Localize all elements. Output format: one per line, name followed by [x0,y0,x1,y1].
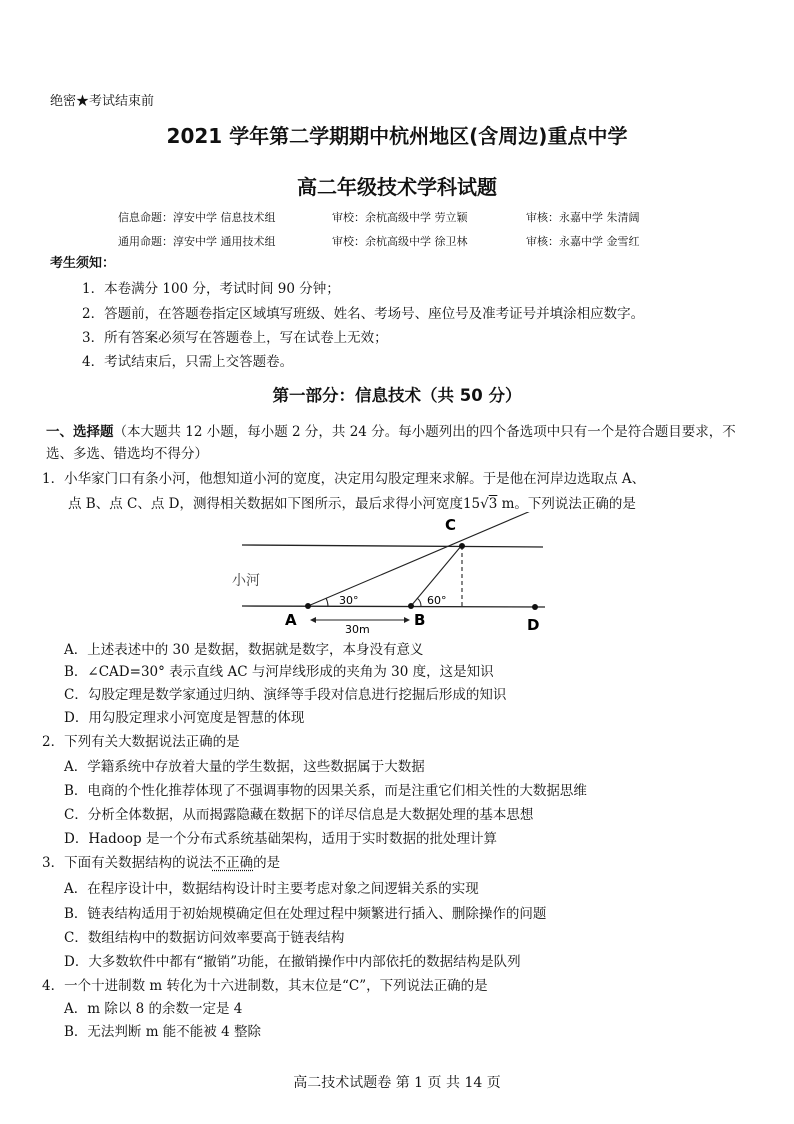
river-width-radicand: 3 [488,496,498,512]
question-3-option-a[interactable]: A．在程序设计中，数据结构设计时主要考虑对象之间逻辑关系的实现 [64,881,479,897]
question-1-stem-line1: 1．小华家门口有条小河，他想知道小河的宽度，决定用勾股定理来求解。于是他在河岸边选取点 A、 [42,471,646,487]
arrowhead-right [404,617,410,623]
angle-a-arc [326,598,328,606]
section-instructions [46,421,752,465]
label-d: D [527,616,540,634]
river-diagram [215,512,565,637]
question-4-option-b[interactable]: B．无法判断 m 能不能被 4 整除 [64,1024,261,1040]
part-one-title: 第一部分：信息技术（共 50 分） [272,386,522,405]
distance-label: 30m [345,623,370,636]
point-a [305,603,311,609]
credit-general-approver: 审核：永嘉中学 金雪红 [526,235,640,248]
question-1-stem-text: 点 B、点 C、点 D，测得相关数据如下图所示，最后求得小河宽度 [68,496,463,512]
question-3-stem [42,851,280,871]
point-c [459,543,465,549]
page-footer: 高二技术试题卷 第 1 页 共 14 页 [293,1075,501,1091]
notice-item: 1．本卷满分 100 分，考试时间 90 分钟； [82,281,340,297]
question-1-option-d[interactable]: D．用勾股定理求小河宽度是智慧的体现 [64,710,305,726]
river-label: 小河 [232,573,260,589]
credit-info-reviewer: 审校：余杭高级中学 劳立颖 [332,211,468,224]
point-b [408,603,414,609]
question-1-option-a[interactable]: A．上述表述中的 30 是数据，数据就是数字，本身没有意义 [64,642,424,658]
question-4-stem: 4．一个十进制数 m 转化为十六进制数，其末位是“C”，下列说法正确的是 [42,978,488,994]
near-bank-line [242,606,545,607]
far-bank-line [242,545,543,547]
section-label: 一、选择题 [46,424,114,440]
angle-b-label: 60° [427,594,447,607]
credit-info-author: 信息命题：淳安中学 信息技术组 [118,211,276,224]
question-2-option-d[interactable]: D．Hadoop 是一个分布式系统基础架构，适用于实时数据的批处理计算 [64,831,497,847]
credit-general-author: 通用命题：淳安中学 通用技术组 [118,235,276,248]
credit-general-reviewer: 审校：余杭高级中学 徐卫林 [332,235,468,248]
question-3-option-b[interactable]: B．链表结构适用于初始规模确定但在处理过程中频繁进行插入、删除操作的问题 [64,906,547,922]
question-3-option-d[interactable]: D．大多数软件中都有“撤销”功能，在撤销操作中内部依托的数据结构是队列 [64,954,521,970]
line-ac [308,512,540,606]
label-b: B [414,611,426,629]
arrowhead-left [310,617,316,623]
label-a: A [285,611,297,629]
question-3-stem-post: 的是 [253,855,281,871]
question-2-stem: 2．下列有关大数据说法正确的是 [42,734,240,750]
river-width-unit: m。下列说法正确的是 [497,496,636,512]
exam-title: 2021 学年第二学期期中杭州地区(含周边)重点中学 [166,124,628,148]
notice-item: 4．考试结束后，只需上交答题卷。 [82,354,294,370]
angle-b-arc [417,598,421,606]
confidential-mark: 绝密★考试结束前 [50,94,155,109]
point-d [532,604,538,610]
section-desc: （本大题共 12 小题，每小题 2 分，共 24 分。每小题列出的四个备选项中只有一个是符合题目要求，不选、多选、错选均不得分） [46,424,736,462]
river-width-number: 15 [462,496,481,512]
question-3-option-c[interactable]: C．数组结构中的数据访问效率要高于链表结构 [64,930,345,946]
question-1-option-c[interactable]: C．勾股定理是数学家通过归纳、演绎等手段对信息进行挖掘后形成的知识 [64,687,507,703]
notice-item: 3．所有答案必须写在答题卷上，写在试卷上无效； [82,330,388,346]
notice-item: 2．答题前，在答题卷指定区域填写班级、姓名、考场号、座位号及准考证号并填涂相应数字。 [82,306,645,322]
question-1-option-b[interactable]: B．∠CAD=30° 表示直线 AC 与河岸线形成的夹角为 30 度，这是知识 [64,664,494,680]
sqrt-symbol: √ [480,496,489,512]
question-1-stem-line2 [68,492,636,512]
question-2-option-b[interactable]: B．电商的个性化推荐体现了不强调事物的因果关系，而是注重它们相关性的大数据思维 [64,783,587,799]
exam-subtitle: 高二年级技术学科试题 [297,175,497,199]
question-2-option-a[interactable]: A．学籍系统中存放着大量的学生数据，这些数据属于大数据 [64,759,425,775]
question-3-stem-pre: 3．下面有关数据结构的说法 [42,855,213,871]
question-4-option-a[interactable]: A．m 除以 8 的余数一定是 4 [64,1001,243,1017]
question-2-option-c[interactable]: C．分析全体数据，从而揭露隐藏在数据下的详尽信息是大数据处理的基本思想 [64,807,534,823]
angle-a-label: 30° [339,594,359,607]
credit-info-approver: 审核：永嘉中学 朱清阔 [526,211,640,224]
notice-heading: 考生须知： [50,256,116,271]
question-3-emphasis: 不正确 [212,855,254,871]
label-c: C [445,516,457,534]
